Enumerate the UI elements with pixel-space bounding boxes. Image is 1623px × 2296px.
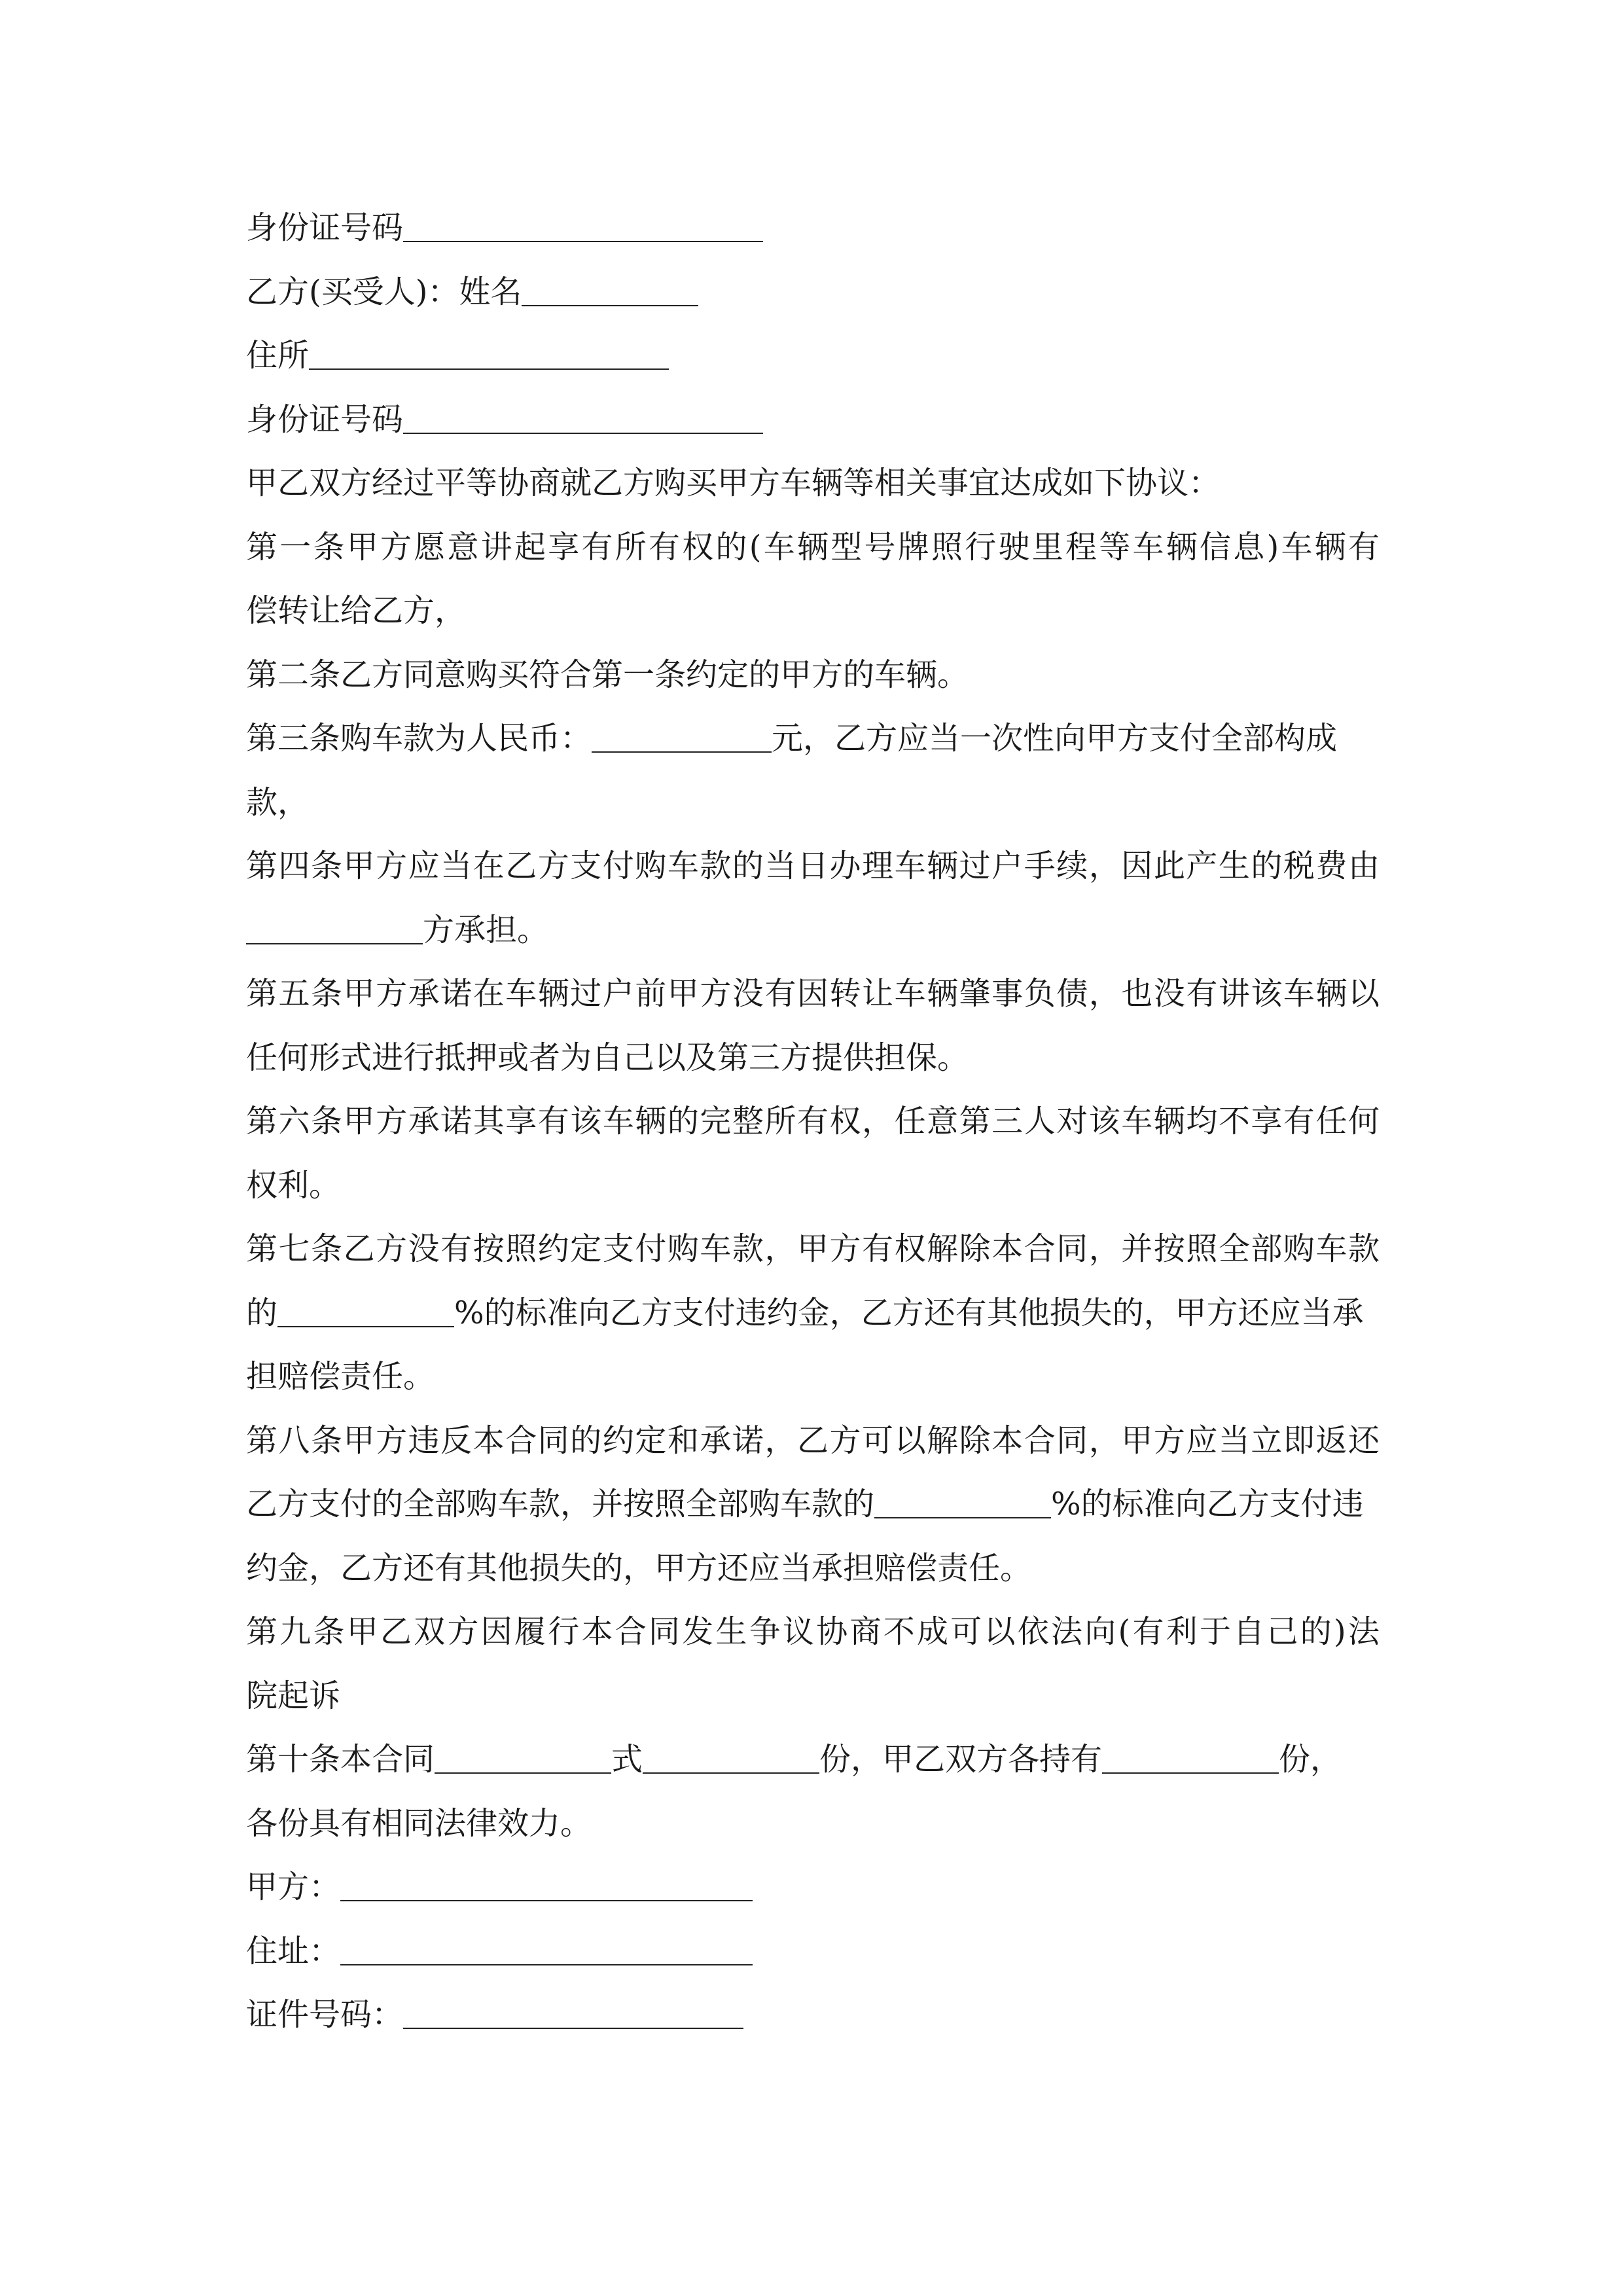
text: %的标准向乙方支付违约金，乙方还有其他损失的，甲方还应当承 (454, 1294, 1364, 1331)
label: 身份证号码 (246, 401, 404, 438)
id-number-blank (403, 1996, 743, 2029)
clause-3-line-2: 款， (246, 783, 310, 821)
clause-2: 第二条乙方同意购买符合第一条约定的甲方的车辆。 (246, 656, 969, 693)
clause-10-line-2: 各份具有相同法律效力。 (246, 1804, 592, 1842)
label: 甲方： (246, 1869, 341, 1905)
clause-1-line-2: 偿转让给乙方， (246, 592, 467, 629)
clause-9-line-2: 院起诉 (246, 1677, 341, 1714)
tax-party-blank (246, 912, 423, 944)
buyer-penalty-percent-blank (277, 1295, 454, 1327)
clause-9-line-1: 第九条甲乙双方因履行本合同发生争议协商不成可以依法向(有利于自己的)法 (246, 1613, 1380, 1650)
copies-count-blank (643, 1741, 819, 1774)
seller-id-number-line (246, 196, 1380, 260)
clause-7-line-1: 第七条乙方没有按照约定支付购车款，甲方有权解除本合同，并按照全部购车款 (246, 1230, 1380, 1267)
label: 证件号码： (246, 1996, 404, 2033)
text: 元，乙方应当一次性向甲方支付全部构成 (772, 720, 1338, 757)
buyer-id-number-line (246, 388, 1380, 452)
signature-party-a-line (246, 1856, 1380, 1920)
party-a-blank (340, 1869, 753, 1901)
text: 份，甲乙双方各持有 (819, 1741, 1103, 1778)
copies-format-blank (435, 1741, 611, 1774)
text: 乙方支付的全部购车款，并按照全部购车款的 (246, 1486, 875, 1522)
buyer-address-line (246, 324, 1380, 388)
copies-each-blank (1102, 1741, 1279, 1774)
clause-5-line-2: 任何形式进行抵押或者为自己以及第三方提供担保。 (246, 1039, 969, 1076)
buyer-name-blank (522, 274, 698, 306)
buyer-name-line (246, 260, 1380, 325)
clause-7-line-3: 担赔偿责任。 (246, 1358, 435, 1395)
text: 份， (1279, 1741, 1342, 1778)
label: 乙方(买受人)：姓名 (246, 273, 522, 310)
clause-8-line-1: 第八条甲方违反本合同的约定和承诺，乙方可以解除本合同，甲方应当立即返还 (246, 1422, 1380, 1459)
seller-penalty-percent-blank (874, 1486, 1051, 1518)
text: 方承担。 (423, 911, 549, 948)
clause-7-line-2 (246, 1282, 1380, 1346)
text: %的标准向乙方支付违 (1051, 1486, 1364, 1522)
clause-4-line-2 (246, 899, 1380, 963)
clause-8-line-3: 约金，乙方还有其他损失的，甲方还应当承担赔偿责任。 (246, 1549, 1032, 1587)
clause-4-line-1: 第四条甲方应当在乙方支付购车款的当日办理车辆过户手续，因此产生的税费由 (246, 848, 1380, 884)
label: 住所 (246, 337, 310, 374)
clause-10-line-1 (246, 1728, 1380, 1792)
text: 式 (611, 1741, 643, 1778)
clause-5-line-1: 第五条甲方承诺在车辆过户前甲方没有因转让车辆肇事负债，也没有讲该车辆以 (246, 975, 1380, 1012)
seller-id-number-blank (403, 209, 763, 242)
clause-1-line-1: 第一条甲方愿意讲起享有所有权的(车辆型号牌照行驶里程等车辆信息)车辆有 (246, 528, 1380, 565)
label: 住址： (246, 1932, 341, 1969)
clause-8-line-2 (246, 1473, 1380, 1537)
contract-body (246, 196, 1380, 2047)
clause-6-line-1: 第六条甲方承诺其享有该车辆的完整所有权，任意第三人对该车辆均不享有任何 (246, 1103, 1380, 1139)
label: 身份证号码 (246, 209, 404, 246)
text: 第三条购车款为人民币： (246, 720, 592, 757)
buyer-id-number-blank (403, 401, 763, 434)
agreement-intro: 甲乙双方经过平等协商就乙方购买甲方车辆等相关事宜达成如下协议： (246, 465, 1221, 501)
price-blank (592, 720, 772, 753)
text: 第十条本合同 (246, 1741, 435, 1778)
clause-6-line-2: 权利。 (246, 1166, 341, 1204)
text: 的 (246, 1294, 278, 1331)
address-blank (340, 1933, 753, 1965)
buyer-address-blank (309, 337, 669, 370)
clause-3-line-1 (246, 707, 1380, 771)
signature-id-line (246, 1983, 1380, 2047)
signature-address-line (246, 1920, 1380, 1984)
